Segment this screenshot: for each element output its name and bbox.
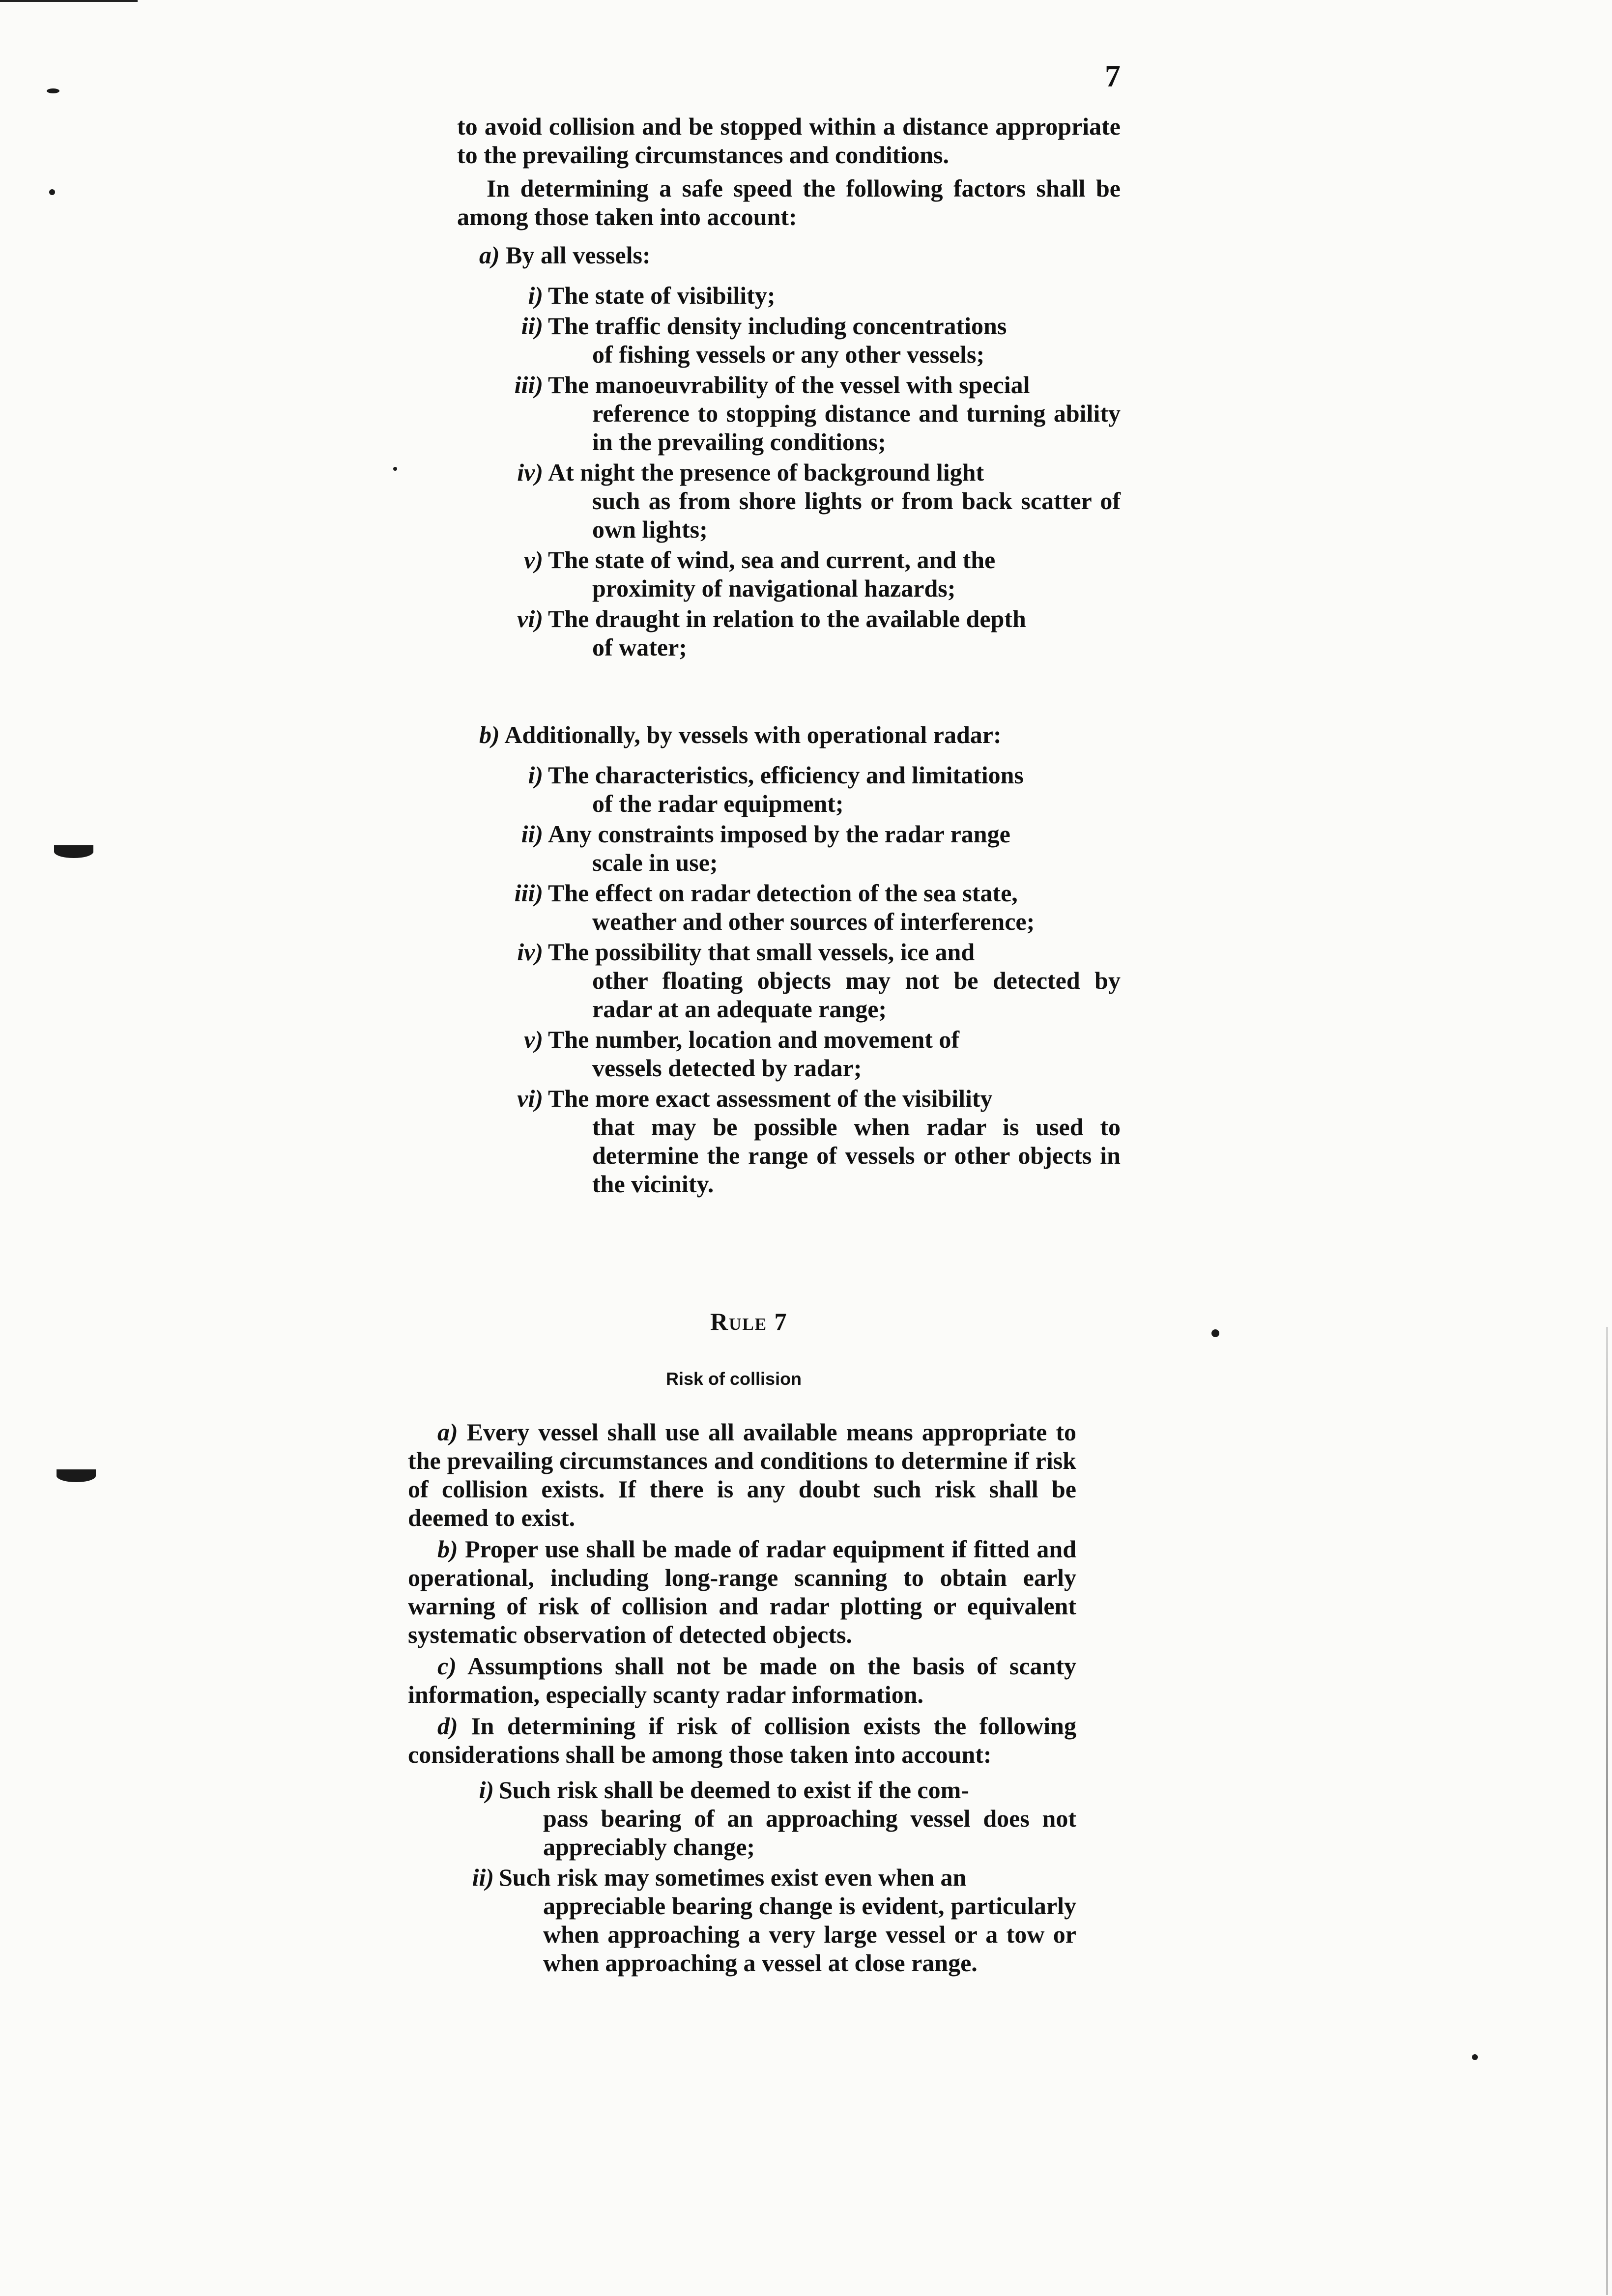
section-a-list	[496, 281, 1121, 661]
item-continuation: such as from shore lights or from back scatter of own lights;	[592, 487, 1121, 543]
item-text: The traffic density including concentrations	[548, 312, 1007, 340]
scan-edge-line	[0, 0, 138, 2]
item-text: The effect on radar detection of the sea state,	[548, 879, 1018, 907]
list-item	[496, 545, 1121, 603]
item-text: The state of visibility;	[548, 282, 776, 309]
list-item	[496, 371, 1121, 456]
item-continuation: reference to stopping distance and turning ability in the prevailing conditions;	[592, 400, 1121, 456]
rule-title: Rule 7	[710, 1308, 788, 1335]
scan-speck	[1211, 1329, 1219, 1337]
item-text: At night the presence of background light	[548, 459, 984, 486]
paragraph-text: Every vessel shall use all available means appropriate to the prevailing circumstances and conditions to determine if risk of collision exists. If there is any doubt such risk shall be deemed to exist.	[408, 1418, 1077, 1531]
list-item	[496, 458, 1121, 544]
item-continuation: of water;	[592, 633, 687, 661]
item-text: The possibility that small vessels, ice and	[548, 938, 975, 966]
list-item	[496, 938, 1121, 1023]
binding-hole-mark	[57, 1469, 96, 1482]
item-continuation: proximity of navigational hazards;	[592, 574, 956, 602]
paragraph-letter: d)	[437, 1712, 458, 1740]
paragraph-letter: b)	[437, 1535, 458, 1563]
item-continuation: scale in use;	[592, 849, 718, 876]
item-text: The draught in relation to the available depth	[548, 605, 1026, 632]
section-b-heading	[479, 720, 1121, 749]
list-item	[496, 761, 1121, 818]
item-text: Such risk shall be deemed to exist if the com-	[499, 1776, 969, 1804]
item-number: vi)	[517, 605, 543, 632]
item-text: The number, location and movement of	[548, 1026, 960, 1053]
scan-speck	[49, 189, 55, 195]
list-item	[447, 1776, 1076, 1861]
item-continuation: appreciable bearing change is evident, particularly when approaching a very large vessel or a tow or when approaching a vessel at close range.	[543, 1892, 1076, 1977]
item-text: The characteristics, efficiency and limitations	[548, 761, 1024, 789]
item-number: iii)	[514, 879, 543, 907]
item-number: i)	[528, 282, 543, 309]
item-number: iii)	[514, 371, 543, 399]
rule-7-list	[447, 1776, 1076, 1977]
paragraph-letter: a)	[437, 1418, 458, 1446]
list-item	[496, 879, 1121, 936]
item-continuation: that may be possible when radar is used to determine the range of vessels or other objects in the vicinity.	[592, 1113, 1121, 1198]
scan-speck	[1472, 2054, 1478, 2060]
item-continuation: pass bearing of an approaching vessel does not appreciably change;	[543, 1805, 1076, 1861]
scan-right-edge	[1606, 1327, 1608, 2295]
item-number: ii)	[472, 1864, 494, 1891]
factors-intro-paragraph: In determining a safe speed the following factors shall be among those taken into account:	[457, 174, 1121, 230]
safe-speed-section	[457, 112, 1121, 1200]
section-a-heading	[479, 241, 1121, 269]
section-a-title: By all vessels:	[506, 241, 651, 269]
list-item	[496, 281, 1121, 310]
item-text: Such risk may sometimes exist even when an	[499, 1864, 967, 1891]
rule-paragraph-b	[408, 1535, 1076, 1649]
item-continuation: other floating objects may not be detected by radar at an adequate range;	[592, 967, 1121, 1023]
section-b-title: Additionally, by vessels with operational radar:	[504, 721, 1002, 748]
scan-speck	[393, 467, 397, 471]
item-text: The more exact assessment of the visibility	[548, 1085, 993, 1112]
item-number: ii)	[521, 820, 543, 848]
list-item	[496, 604, 1121, 661]
rule-paragraph-d	[408, 1712, 1076, 1769]
list-item	[447, 1863, 1076, 1977]
list-item	[496, 820, 1121, 877]
page-number: 7	[1105, 58, 1121, 93]
paragraph-letter: c)	[437, 1652, 457, 1680]
paragraph-text: Proper use shall be made of radar equipment if fitted and operational, including long-range scanning to obtain early warning of risk of collision and radar plotting or equivalent systematic observation of detected objects.	[408, 1535, 1077, 1648]
item-number: v)	[524, 1026, 543, 1053]
continuation-paragraph: to avoid collision and be stopped within a distance appropriate to the prevailing circumstances and conditions.	[457, 113, 1121, 169]
item-text: The state of wind, sea and current, and the	[548, 546, 996, 574]
section-a-letter: a)	[479, 241, 500, 269]
item-text: Any constraints imposed by the radar range	[548, 820, 1010, 848]
list-item	[496, 312, 1121, 369]
list-item	[496, 1025, 1121, 1082]
rule-paragraph-c	[408, 1652, 1076, 1709]
paragraph-text: Assumptions shall not be made on the basis of scanty information, especially scanty radar information.	[408, 1652, 1076, 1708]
section-b-list	[496, 761, 1121, 1198]
rule-paragraph-a	[408, 1418, 1076, 1532]
item-number: i)	[528, 761, 543, 789]
item-number: iv)	[517, 938, 543, 966]
section-b-letter: b)	[479, 721, 500, 748]
item-number: i)	[479, 1776, 494, 1804]
item-number: iv)	[517, 459, 543, 486]
item-number: vi)	[517, 1085, 543, 1112]
item-continuation: of fishing vessels or any other vessels;	[592, 341, 985, 368]
list-item	[496, 1084, 1121, 1198]
item-number: v)	[524, 546, 543, 574]
rule-7-body	[408, 1418, 1076, 1979]
item-continuation: vessels detected by radar;	[592, 1054, 862, 1082]
scan-speck	[47, 88, 59, 93]
item-number: ii)	[521, 312, 543, 340]
item-continuation: weather and other sources of interference;	[592, 908, 1035, 935]
binding-hole-mark	[54, 845, 93, 858]
item-text: The manoeuvrability of the vessel with special	[548, 371, 1030, 399]
paragraph-text: In determining if risk of collision exists the following considerations shall be among those taken into account:	[408, 1712, 1076, 1768]
rule-subtitle: Risk of collision	[666, 1369, 802, 1389]
item-continuation: of the radar equipment;	[592, 790, 844, 817]
